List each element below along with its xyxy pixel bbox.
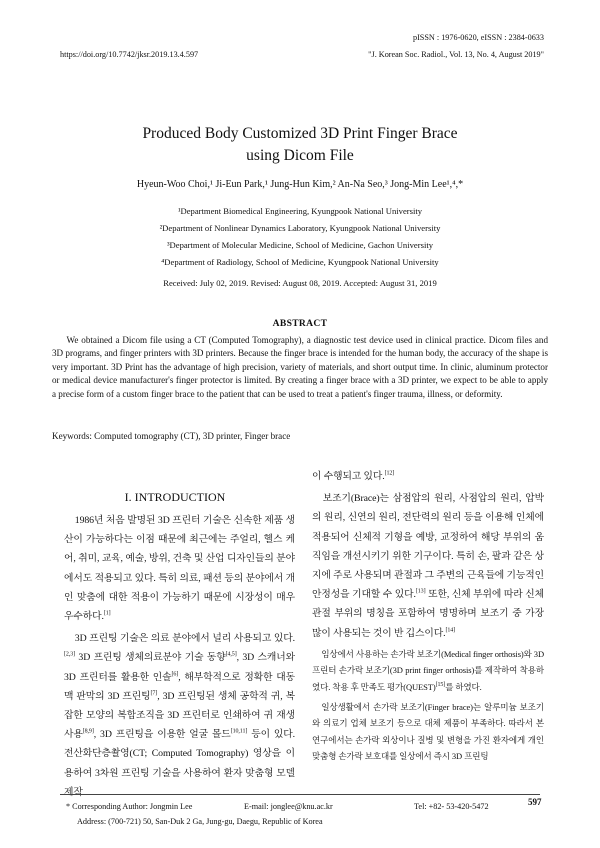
text-run: , 3D 스캐너와 3D 프린터를 활용한 인솔: [64, 652, 296, 683]
text-run: 3D 프린팅 생체의료분야 기술 동향: [75, 652, 226, 664]
citation-ref: [7]: [150, 690, 158, 697]
text-run: 보조기(Brace)는 삼점압의 원리, 사점압의 원리, 압박의 원리, 신연의 원리, 전단력의 원리 등을 이용해 인체에 적용되어 신체적 기형을 예방, 교정하여 해당 부위의 움직임을 개선시키기 위한 기구이다. 특히 손, 팔과 같은 상지에 주로 사용되며 관절과 그 주변의 근육들에 기능적인 안정성을 기대할 수 있다.: [312, 493, 544, 601]
text-run: , 해부학적으로 정확한 대동맥 판막의 3D 프린팅: [64, 671, 295, 702]
text-run: 를 하였다.: [445, 682, 482, 693]
citation-ref: [2,3]: [64, 652, 75, 659]
abstract-body: We obtained a Dicom file using a CT (Computed Tomography), a diagnostic test device used in clinical practice. Dicom files and 3D programs, and finger printers with 3D printers. Because the finger brace is intended for the human body, the accuracy of the shape is very important. 3D Print has the advantage of high precision, variety of materials, and short output time. In clinic, aluminum protector or medical device manufacturer's finger protector is limited. By creating a finger brace with a 3D printer, we expect to be able to apply a precise form of a custom finger brace to the patient that can be used to treat a patient's finger trauma, illness, or deformity.: [52, 335, 548, 399]
intro-continuation: [312, 467, 544, 486]
abstract-heading: ABSTRACT: [272, 318, 328, 329]
intro-paragraph-4: [312, 646, 544, 696]
intro-paragraph-3: [312, 489, 544, 643]
affiliation-1: ¹Department Biomedical Engineering, Kyungpook National University: [177, 206, 423, 216]
citation-ref: [10,11]: [230, 728, 248, 735]
intro-paragraph-1-text: 1986년 처음 발명된 3D 프린터 기술은 신속한 제품 생산이 가능하다는 이점 때문에 최근에는 주얼리, 헬스 케어, 취미, 교육, 예술, 방위, 건축 및 산업 디자인들의 분야에서도 적용되고 있다. 특히 의료, 패션 등의 분야에서 개인 맞춤에 대한 적용이 가능하기 때문에 시장성이 매우 우수하다.: [64, 515, 295, 623]
text-run: 이 수행되고 있다.: [312, 471, 385, 482]
issn-line: pISSN : 1976-0620, eISSN : 2384-0633: [412, 33, 544, 42]
citation-ref: [15]: [435, 682, 446, 689]
footer-divider: [60, 794, 540, 795]
received-dates: Received: July 02, 2019. Revised: August 08, 2019. Accepted: August 31, 2019: [163, 278, 437, 288]
paper-title-line-2: using Dicom File: [246, 147, 354, 164]
author-phone: Tel: +82- 53-420-5472: [414, 802, 489, 811]
text-run: 일상생활에서 손가락 보조기(Finger brace)는 알루미늄 보조기와 의료기 업체 보조기 등으로 대체 제품이 부족하다. 따라서 본 연구에서는 손가락 외상이나 질병 및 변형을 가진 환자에게 개인 맞춤형 손가락 보호대를 일상에서 즉시 3D 프린팅: [312, 701, 544, 762]
corresponding-author: * Corresponding Author: Jongmin Lee: [66, 802, 193, 811]
journal-citation: "J. Korean Soc. Radiol., Vol. 13, No. 4, August 2019": [368, 50, 544, 59]
text-run: , 3D 프린팅된 생체 공학적 귀, 복잡한 모양의 복합조직을 3D 프린터로 인쇄하여 귀 재생 사용: [64, 690, 295, 741]
paper-title-line-1: Produced Body Customized 3D Print Finger Brace: [142, 125, 458, 142]
citation-ref: [1]: [103, 610, 111, 617]
intro-paragraph-2: [64, 629, 295, 802]
intro-paragraph-5: [312, 699, 544, 765]
citation-ref: [14]: [445, 627, 456, 634]
text-run: , 3D 프린팅을 이용한 얼굴 몰드: [93, 729, 231, 741]
citation-ref: [12]: [384, 470, 395, 477]
intro-paragraph-1: [64, 511, 295, 626]
citation-ref: [4,5]: [225, 652, 237, 659]
text-run: 3D 프린팅 기술은 의료 분야에서 널리 사용되고 있다.: [74, 633, 295, 645]
affiliation-3: ³Department of Molecular Medicine, School of Medicine, Gachon University: [166, 240, 434, 250]
text-run: 등이 있다. 전산화단층촬영(CT; Computed Tomography) 영상을 이용하여 3차원 프린팅 기술을 사용하여 환자 맞춤형 모델 제작: [64, 729, 295, 798]
affiliation-2: ²Department of Nonlinear Dynamics Laboratory, Kyungpook National University: [159, 223, 441, 233]
affiliation-4: ⁴Department of Radiology, School of Medicine, Kyungpook National University: [161, 257, 439, 267]
keywords: Keywords: Computed tomography (CT), 3D printer, Finger brace: [52, 431, 291, 441]
doi-link[interactable]: https://doi.org/10.7742/jksr.2019.13.4.597: [60, 50, 199, 59]
author-address: Address: (700-721) 50, San-Duk 2 Ga, Jung-gu, Daegu, Republic of Korea: [77, 817, 323, 826]
text-run: 임상에서 사용하는 손가락 보조기(Medical finger orthosis)와 3D 프린터 손가락 보조기(3D print finger orthosis)를 제작하여 착용하였다. 착용 후 만족도 평가(QUEST): [312, 648, 544, 693]
author-email[interactable]: E-mail: jonglee@knu.ac.kr: [244, 802, 333, 811]
citation-ref: [6]: [171, 671, 179, 678]
page-number: 597: [528, 797, 542, 807]
section-heading-introduction: I. INTRODUCTION: [124, 490, 226, 504]
text-run: 또한, 신체 부위에 따라 신체 관절 부위의 명칭을 포함하여 명명하며 보조기 중 가장 많이 사용되는 것이 반 깁스이다.: [312, 589, 544, 639]
citation-ref: [8,9]: [82, 728, 94, 735]
intro-left-column: [64, 511, 295, 802]
citation-ref: [13]: [415, 588, 426, 595]
intro-right-column: [312, 467, 544, 765]
author-list: Hyeun-Woo Choi,¹ Ji-Eun Park,¹ Jung-Hun Kim,² An-Na Seo,³ Jong-Min Lee¹,⁴,*: [136, 179, 464, 190]
